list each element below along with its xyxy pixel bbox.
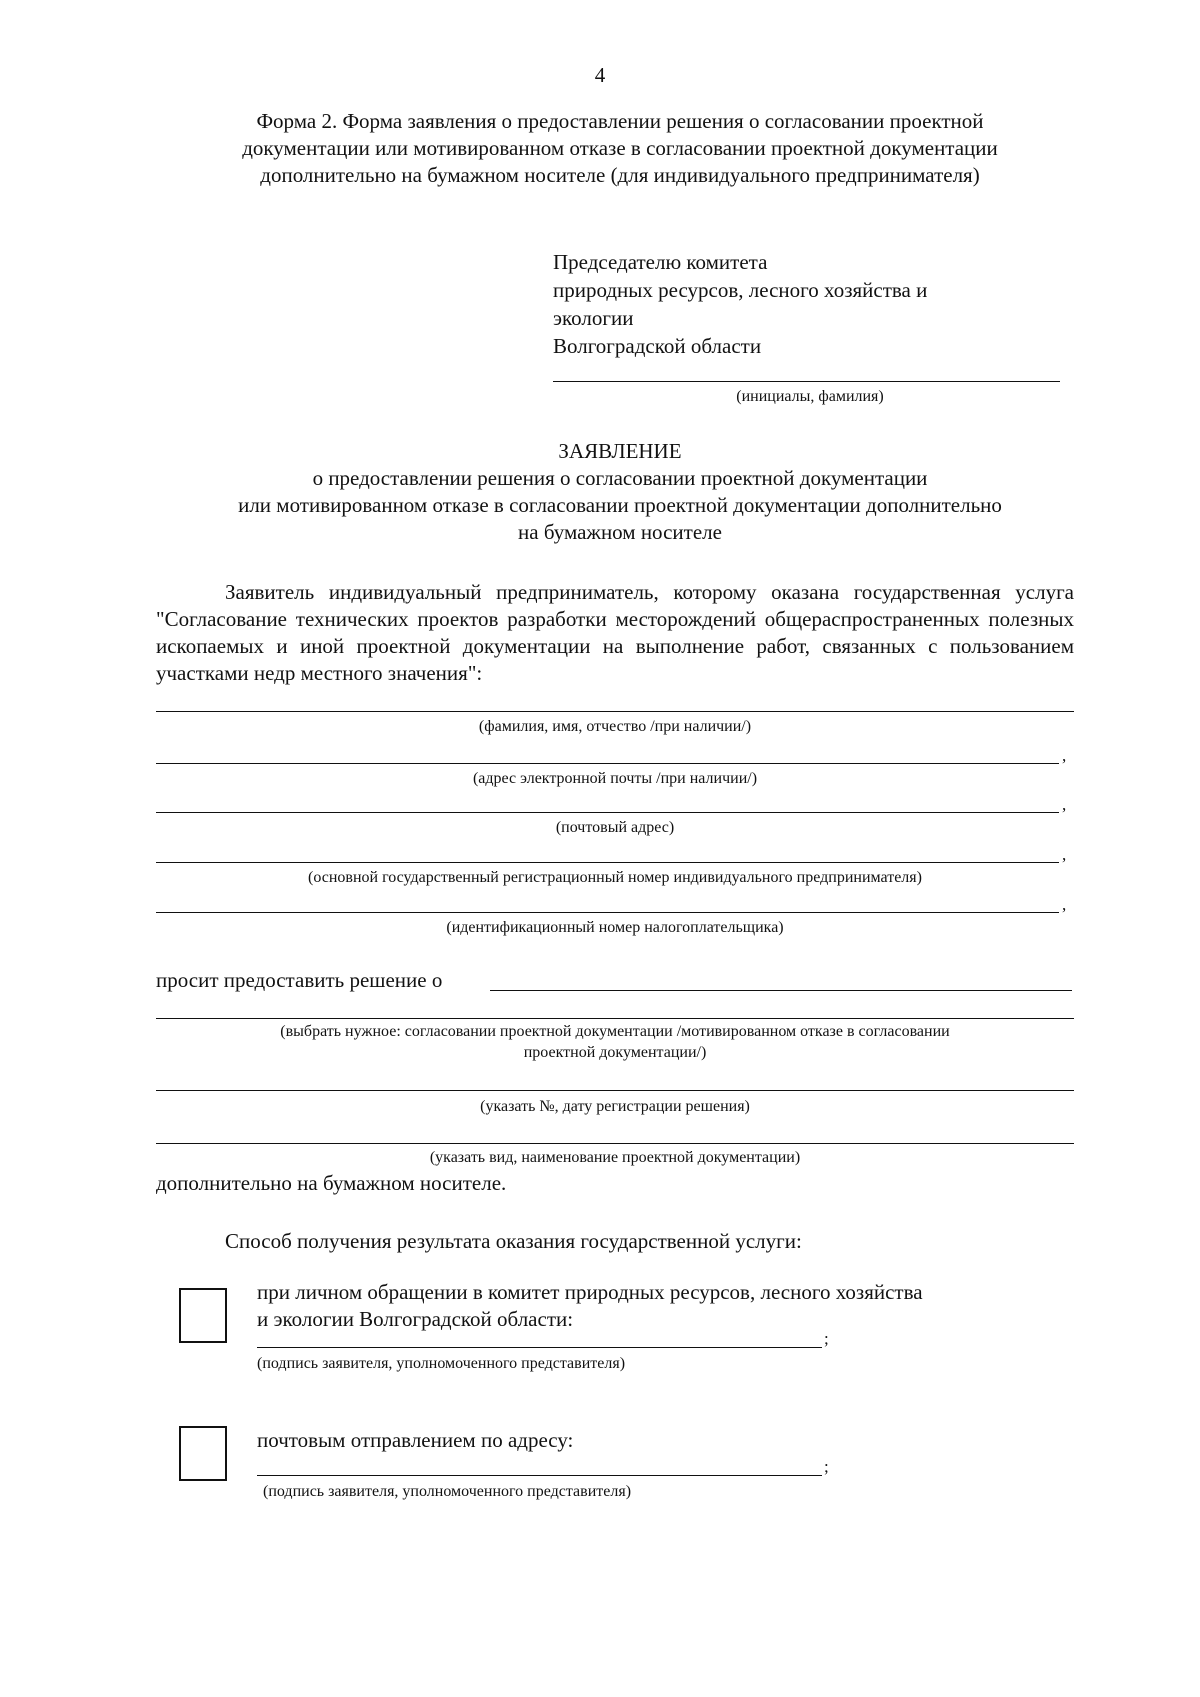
option-signature-caption: (подпись заявителя, уполномоченного представителя) <box>257 1355 626 1372</box>
option-post-text <box>257 1427 573 1454</box>
method-heading: Способ получения результата оказания государственной услуги: <box>225 1229 802 1253</box>
form-heading-line: документации или мотивированном отказе в согласовании проектной документации <box>242 136 998 160</box>
addressee-line: экологии <box>553 306 634 330</box>
option-text-line: при личном обращении в комитет природных ресурсов, лесного хозяйства <box>257 1280 923 1304</box>
number-date-field[interactable] <box>156 1090 1074 1091</box>
decision-field[interactable] <box>490 990 1072 991</box>
field-comma: , <box>1062 845 1067 864</box>
field-caption: (основной государственный регистрационный номер индивидуального предпринимателя) <box>308 869 922 886</box>
doc-kind-field[interactable] <box>156 1143 1074 1144</box>
doc-kind-caption: (указать вид, наименование проектной документации) <box>429 1149 801 1166</box>
field-comma: , <box>1062 795 1067 814</box>
addressee-line: природных ресурсов, лесного хозяйства и <box>553 278 928 302</box>
decision-field-continued[interactable] <box>156 1018 1074 1019</box>
option-terminator: ; <box>824 1457 829 1476</box>
request-label: просит предоставить решение о <box>156 968 443 992</box>
subtitle-line: на бумажном носителе <box>518 520 722 544</box>
option-in-person-checkbox[interactable] <box>179 1288 227 1343</box>
inn-field[interactable] <box>156 912 1059 913</box>
form-heading-line: дополнительно на бумажном носителе (для индивидуального предпринимателя) <box>260 163 980 187</box>
applicant-name-field[interactable] <box>156 711 1074 712</box>
field-caption: (адрес электронной почты /при наличии/) <box>472 770 758 787</box>
option-in-person-text <box>257 1279 923 1333</box>
document-title: ЗАЯВЛЕНИЕ <box>558 439 682 463</box>
option-signature-caption: (подпись заявителя, уполномоченного представителя) <box>263 1483 632 1500</box>
addressee-signature-field[interactable] <box>553 381 1060 382</box>
additional-text: дополнительно на бумажном носителе. <box>156 1171 507 1195</box>
addressee-caption: (инициалы, фамилия) <box>736 388 884 405</box>
addressee-block <box>553 248 927 360</box>
option-text-line: почтовым отправлением по адресу: <box>257 1428 574 1452</box>
form-heading-line: Форма 2. Форма заявления о предоставлении решения о согласовании проектной <box>256 109 984 133</box>
field-comma: , <box>1062 895 1067 914</box>
email-field[interactable] <box>156 763 1059 764</box>
decision-caption <box>156 1021 1074 1063</box>
subtitle-line: о предоставлении решения о согласовании проектной документации <box>312 466 928 490</box>
form-heading <box>0 108 1200 189</box>
ogrnip-field[interactable] <box>156 862 1059 863</box>
decision-caption-line: (выбрать нужное: согласовании проектной документации /мотивированном отказе в согласовании <box>280 1023 950 1040</box>
option-in-person-signature-field[interactable] <box>257 1347 822 1348</box>
postal-address-field[interactable] <box>156 812 1059 813</box>
field-caption: (почтовый адрес) <box>555 819 675 836</box>
number-date-caption: (указать №, дату регистрации решения) <box>480 1098 750 1115</box>
field-caption: (фамилия, имя, отчество /при наличии/) <box>478 718 752 735</box>
page-number: 4 <box>594 63 606 87</box>
subtitle-line: или мотивированном отказе в согласовании проектной документации дополнительно <box>238 493 1002 517</box>
decision-caption-line: проектной документации/) <box>523 1044 707 1061</box>
field-comma: , <box>1062 746 1067 765</box>
option-text-line: и экологии Волгоградской области: <box>257 1307 574 1331</box>
addressee-line: Председателю комитета <box>553 250 768 274</box>
intro-paragraph: Заявитель индивидуальный предприниматель, которому оказана государственная услуга "Согласование технических проектов разработки месторождений общераспространенных полезных ископаемых и иной проектной документации на выполнение работ, связанных с пользованием участками недр местного значения": <box>156 580 1074 685</box>
option-post-signature-field[interactable] <box>257 1475 822 1476</box>
option-post-checkbox[interactable] <box>179 1426 227 1481</box>
document-subtitle <box>0 465 1200 546</box>
field-caption: (идентификационный номер налогоплательщика) <box>446 919 784 936</box>
option-terminator: ; <box>824 1329 829 1348</box>
addressee-line: Волгоградской области <box>553 334 762 358</box>
